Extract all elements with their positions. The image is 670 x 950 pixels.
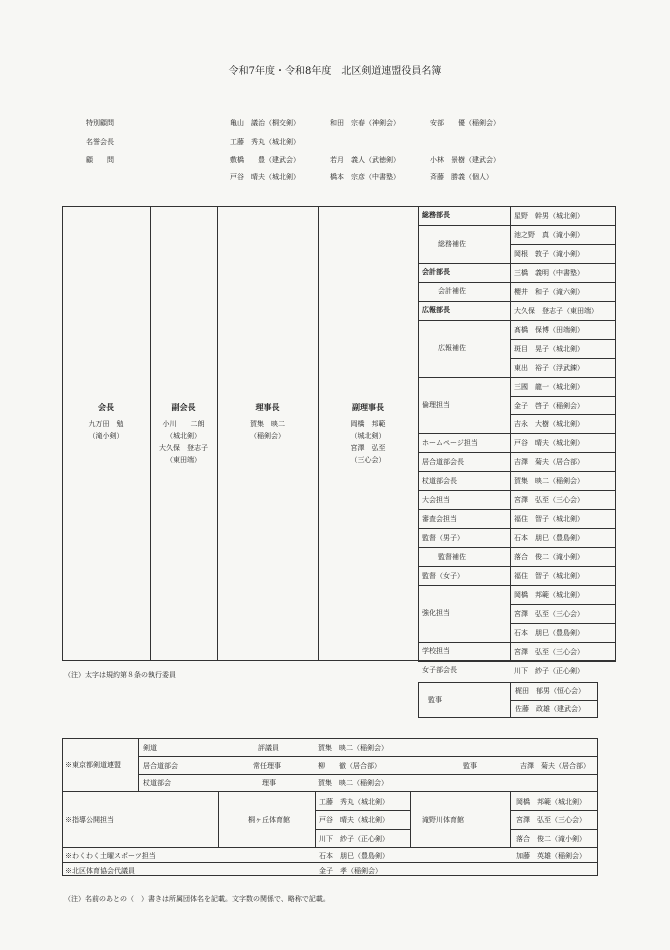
koukai-label: ※指導公開担当 bbox=[65, 816, 114, 824]
honorary-label: 名誉会長 bbox=[86, 138, 114, 146]
honorary-name: 戸谷 晴夫（城北剣） bbox=[230, 173, 300, 181]
koukai-name-1-1: 工藤 秀丸（城北剣） bbox=[319, 798, 389, 806]
vice-director-names: 岡橋 邦範 （城北剣） 宮澤 弘至 （三心会） bbox=[350, 420, 386, 464]
chair-heading: 会長 bbox=[98, 402, 114, 412]
honorary-name: 斉藤 勝義（個人） bbox=[430, 173, 493, 181]
role-member: 三橋 義明（中書塾） bbox=[514, 268, 584, 277]
tokyo-title-2: 常任理事 bbox=[253, 762, 281, 770]
tokyo-label: ※東京都剣道連盟 bbox=[65, 761, 121, 769]
honorary-name: 小林 景樹（建武会） bbox=[430, 156, 500, 164]
page-title: 令和7年度・令和8年度 北区剣道連盟役員名簿 bbox=[228, 66, 442, 77]
role-member: 宮澤 弘至（三心会） bbox=[514, 609, 584, 618]
role-label: 総務部長 bbox=[422, 210, 450, 220]
vice-chair-heading: 副会長 bbox=[171, 402, 196, 412]
kita-name: 金子 孝（稲剣会） bbox=[319, 867, 382, 875]
role-member: 吉永 大樹（城北剣） bbox=[514, 420, 584, 429]
role-member: 福住 智子（城北剣） bbox=[514, 515, 584, 524]
role-member: 東出 裕子（浮武錬） bbox=[514, 363, 584, 372]
role-label: 倫理担当 bbox=[422, 400, 450, 409]
honorary-name: 亀山 議治（桐交剣） bbox=[230, 119, 300, 127]
kita-label: ※北区体育協会代議員 bbox=[65, 867, 135, 875]
role-label: 審査会担当 bbox=[422, 514, 457, 523]
honorary-name: 敷橋 豊（建武会） bbox=[230, 156, 300, 164]
auditor-name-2: 佐藤 政雄（建武会） bbox=[515, 705, 585, 713]
tokyo-section-3: 杖道部会 bbox=[143, 779, 171, 787]
role-label: 居合道部会長 bbox=[422, 457, 464, 466]
honorary-name: 若月 義人（武徳剣） bbox=[330, 156, 400, 164]
honorary-label: 特別顧問 bbox=[86, 119, 114, 127]
role-label: 監督（女子） bbox=[422, 571, 464, 580]
role-member: 石本 朋巳（豊島剣） bbox=[514, 628, 584, 637]
honorary-name: 工藤 秀丸（城北剣） bbox=[230, 138, 300, 146]
koukai-name-2-1: 岡橋 邦範（城北剣） bbox=[516, 798, 586, 806]
vice-chair-names: 小川 二朗 （城北剣） 大久保 登志子 （東田端） bbox=[159, 420, 208, 464]
tokyo-title-1: 評議員 bbox=[258, 744, 279, 752]
role-label: 強化担当 bbox=[422, 609, 450, 618]
note-bold: （注）太字は規約第８条の執行委員 bbox=[64, 671, 176, 679]
role-member: 池之野 真（滝小剣） bbox=[514, 230, 584, 239]
role-label: 大会担当 bbox=[422, 495, 450, 504]
role-label: 総務補佐 bbox=[438, 239, 466, 248]
role-member: 大久保 登志子（東田端） bbox=[514, 306, 598, 315]
role-label: ホームページ担当 bbox=[422, 438, 478, 447]
role-member: 岡橋 邦範（城北剣） bbox=[514, 591, 584, 599]
koukai-name-1-3: 川下 紗子（正心剣） bbox=[319, 835, 389, 843]
role-member: 宮澤 弘至（三心会） bbox=[514, 647, 584, 656]
role-member: 櫻井 和子（滝六剣） bbox=[514, 287, 584, 296]
tokyo-name-3: 賀集 映二（稲剣会） bbox=[318, 779, 388, 787]
role-label: 広報部長 bbox=[422, 305, 450, 315]
tokyo-name-1: 賀集 映二（稲剣会） bbox=[318, 744, 388, 752]
auditor-label: 監事 bbox=[428, 696, 442, 704]
tokyo-title-3: 理事 bbox=[262, 779, 276, 787]
honorary-name: 和田 宗春（神剣会） bbox=[330, 119, 400, 127]
role-member: 戸谷 晴夫（城北剣） bbox=[514, 439, 584, 448]
role-label: 広報補佐 bbox=[438, 344, 466, 353]
role-label: 監督補佐 bbox=[438, 552, 466, 561]
role-member: 星野 幹男（城北剣） bbox=[514, 212, 584, 220]
waku-label: ※わくわく土曜スポーツ担当 bbox=[65, 852, 156, 860]
role-member: 宮澤 弘至（三心会） bbox=[514, 496, 584, 505]
role-member: 石本 朋巳（豊島剣） bbox=[514, 534, 584, 543]
role-member: 福住 智子（城北剣） bbox=[514, 572, 584, 581]
vice-director-heading: 副理事長 bbox=[352, 402, 384, 412]
note-affiliation: （注）名前のあとの（ ）書きは所属団体名を記載。文字数の関係で、略称で記載。 bbox=[64, 895, 330, 903]
koukai-venue-2: 滝野川体育館 bbox=[422, 816, 464, 824]
waku-name-1: 石本 朋巳（豊島剣） bbox=[319, 852, 389, 860]
honorary-name: 橋本 宗彦（中書塾） bbox=[330, 173, 400, 181]
role-member: 川下 紗子（正心剣） bbox=[514, 666, 584, 675]
role-label: 会計部長 bbox=[422, 267, 450, 277]
honorary-name: 安部 優（稲剣会） bbox=[430, 119, 500, 127]
role-member: 賀集 映二（稲剣会） bbox=[514, 477, 584, 486]
tokyo-title2-2: 監事 bbox=[463, 762, 477, 770]
role-label: 監督（男子） bbox=[422, 533, 464, 542]
tokyo-name2-2: 吉澤 菊夫（居合部） bbox=[520, 762, 590, 770]
chair-names: 九万田 勉 （滝小剣） bbox=[88, 420, 124, 440]
director-names: 賀集 映二 （稲剣会） bbox=[250, 420, 285, 440]
tokyo-section-2: 居合道部会 bbox=[143, 762, 178, 770]
tokyo-section-1: 剣道 bbox=[143, 744, 157, 752]
koukai-name-2-3: 落合 俊二（滝小剣） bbox=[516, 835, 586, 843]
waku-name-2: 加藤 英雄（稲剣会） bbox=[516, 852, 586, 860]
role-label: 杖道部会長 bbox=[422, 476, 457, 485]
role-member: 金子 啓子（稲剣会） bbox=[514, 401, 584, 410]
koukai-name-1-2: 戸谷 晴夫（城北剣） bbox=[319, 816, 389, 824]
role-member: 落合 俊二（滝小剣） bbox=[514, 553, 584, 562]
role-member: 髙橋 保博（田端剣） bbox=[514, 325, 584, 334]
role-member: 三國 龍一（城北剣） bbox=[514, 382, 584, 391]
role-label: 学校担当 bbox=[422, 647, 450, 656]
role-label: 会計補佐 bbox=[438, 287, 466, 296]
role-label: 女子部会長 bbox=[422, 666, 457, 675]
tokyo-name-2: 柳 徹（居合部） bbox=[318, 762, 381, 770]
role-member: 吉澤 菊夫（居合部） bbox=[514, 458, 584, 467]
honorary-label: 顧 問 bbox=[86, 156, 114, 164]
koukai-venue-1: 桐ヶ丘体育館 bbox=[248, 816, 290, 824]
auditor-name-1: 梶田 郁男（恒心会） bbox=[515, 687, 585, 695]
koukai-name-2-2: 宮澤 弘至（三心会） bbox=[516, 816, 586, 824]
role-member: 岡根 敦子（滝小剣） bbox=[514, 249, 584, 258]
director-heading: 理事長 bbox=[255, 402, 280, 412]
role-member: 斑目 晃子（城北剣） bbox=[514, 344, 584, 353]
